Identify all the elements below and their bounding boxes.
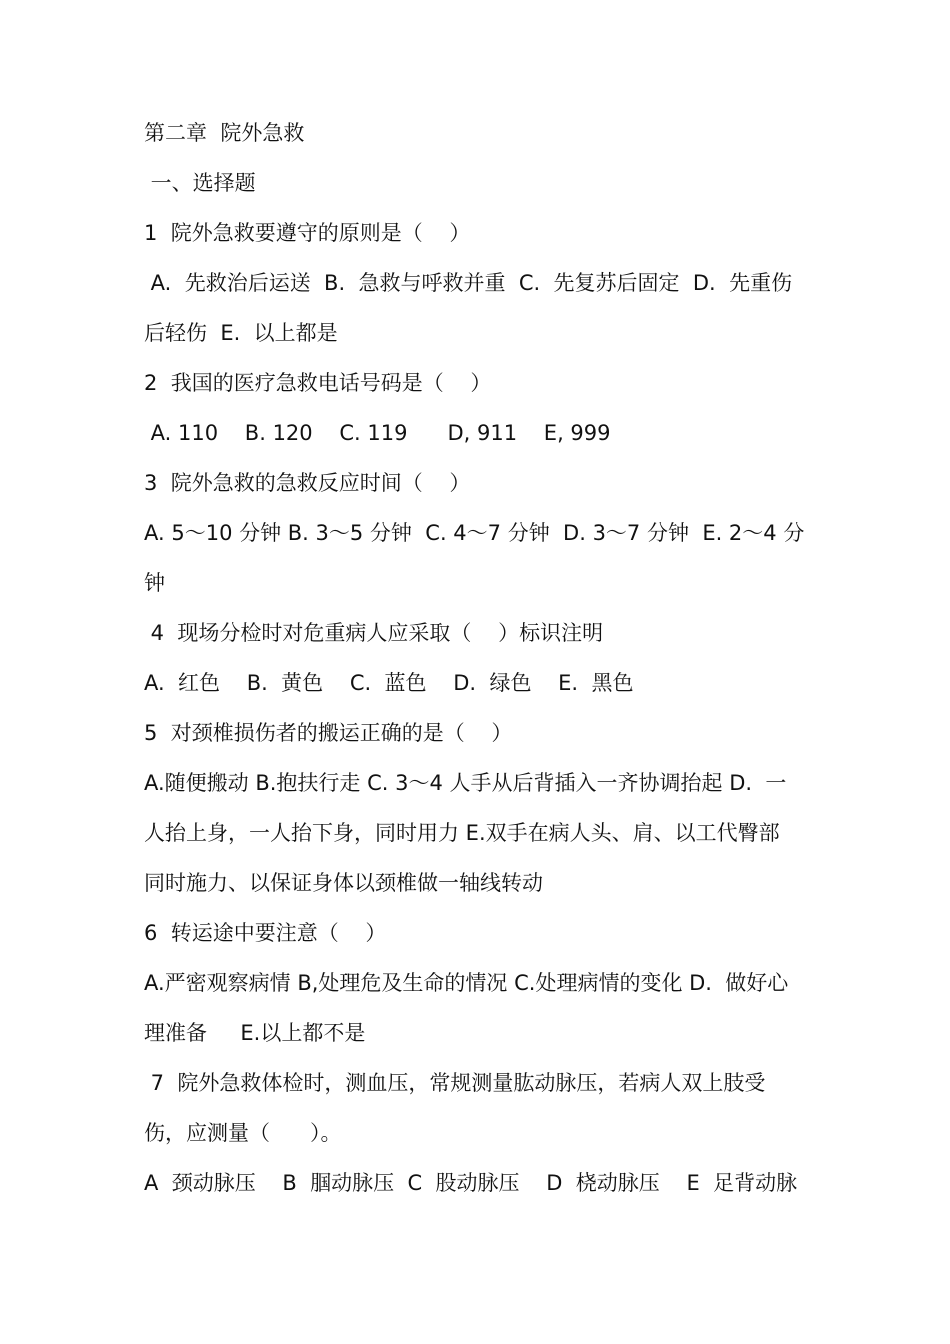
question-4: 4 现场分检时对危重病人应采取（ ）标识注明 [144,621,604,645]
question-6-options-cont: 理准备 E.以上都不是 [144,1021,366,1045]
question-2-options: A. 110 B. 120 C. 119 D, 911 E, 999 [144,421,611,445]
question-4-options: A. 红色 B. 黄色 C. 蓝色 D. 绿色 E. 黑色 [144,671,634,695]
section-title: 一、选择题 [144,171,256,195]
chapter-title: 第二章 院外急救 [144,121,305,145]
question-5-options-cont-1: 人抬上身，一人抬下身，同时用力 E.双手在病人头、肩、以工代臀部 [144,821,780,845]
question-6: 6 转运途中要注意（ ） [144,921,387,945]
question-5-options-cont-2: 同时施力、以保证身体以颈椎做一轴线转动 [144,871,543,895]
question-3: 3 院外急救的急救反应时间（ ） [144,471,471,495]
question-1: 1 院外急救要遵守的原则是（ ） [144,221,471,245]
question-2: 2 我国的医疗急救电话号码是（ ） [144,371,492,395]
question-1-options: A. 先救治后运送 B. 急救与呼救并重 C. 先复苏后固定 D. 先重伤 [144,271,793,295]
question-5-options: A.随便搬动 B.抱扶行走 C. 3～4 人手从后背插入一齐协调抬起 D. 一 [144,771,787,795]
document-body [144,108,810,1208]
question-1-options-cont: 后轻伤 E. 以上都是 [144,321,338,345]
question-6-options: A.严密观察病情 B,处理危及生命的情况 C.处理病情的变化 D. 做好心 [144,971,789,995]
question-3-options: A. 5～10 分钟 B. 3～5 分钟 C. 4～7 分钟 D. 3～7 分钟 E. 2～4 分 [144,521,805,545]
question-5: 5 对颈椎损伤者的搬运正确的是（ ） [144,721,513,745]
question-7-options: A 颈动脉压 B 腘动脉压 C 股动脉压 D 桡动脉压 E 足背动脉 [144,1171,798,1195]
question-7: 7 院外急救体检时，测血压，常规测量肱动脉压，若病人双上肢受 [144,1071,766,1095]
question-3-options-cont: 钟 [144,571,165,595]
question-7-cont: 伤，应测量（ ）。 [144,1121,342,1145]
